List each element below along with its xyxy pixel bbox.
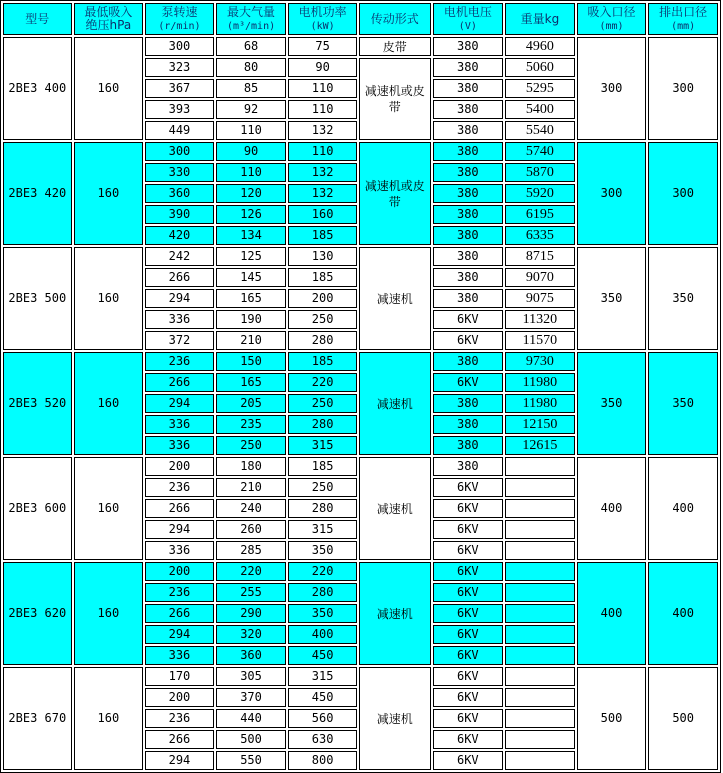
header-pump-speed: 泵转速 (r/min) xyxy=(145,3,214,35)
weight-cell xyxy=(505,583,575,602)
power-cell: 220 xyxy=(288,373,357,392)
model-cell: 2BE3 520 xyxy=(3,352,72,455)
voltage-cell: 6KV xyxy=(433,667,504,686)
power-cell: 315 xyxy=(288,667,357,686)
weight-cell: 5400 xyxy=(505,100,575,119)
header-min-pressure: 最低吸入 绝压hPa xyxy=(74,3,144,35)
weight-cell xyxy=(505,667,575,686)
air-volume-cell: 440 xyxy=(216,709,287,728)
weight-cell: 11570 xyxy=(505,331,575,350)
outlet-diameter-cell: 300 xyxy=(648,142,718,245)
voltage-cell: 380 xyxy=(433,226,504,245)
weight-cell: 9075 xyxy=(505,289,575,308)
min-pressure-cell: 160 xyxy=(74,37,144,140)
voltage-cell: 380 xyxy=(433,394,504,413)
weight-cell xyxy=(505,478,575,497)
weight-cell xyxy=(505,730,575,749)
speed-cell: 420 xyxy=(145,226,214,245)
speed-cell: 294 xyxy=(145,289,214,308)
transmission-cell: 减速机 xyxy=(359,247,431,350)
air-volume-cell: 134 xyxy=(216,226,287,245)
voltage-cell: 6KV xyxy=(433,562,504,581)
weight-cell: 12615 xyxy=(505,436,575,455)
transmission-cell: 减速机 xyxy=(359,667,431,770)
model-cell: 2BE3 620 xyxy=(3,562,72,665)
outlet-diameter-cell: 350 xyxy=(648,352,718,455)
power-cell: 350 xyxy=(288,541,357,560)
weight-cell: 5060 xyxy=(505,58,575,77)
air-volume-cell: 68 xyxy=(216,37,287,56)
speed-cell: 294 xyxy=(145,394,214,413)
power-cell: 250 xyxy=(288,478,357,497)
air-volume-cell: 120 xyxy=(216,184,287,203)
speed-cell: 336 xyxy=(145,415,214,434)
header-model: 型号 xyxy=(3,3,72,35)
air-volume-cell: 85 xyxy=(216,79,287,98)
air-volume-cell: 240 xyxy=(216,499,287,518)
power-cell: 160 xyxy=(288,205,357,224)
weight-cell xyxy=(505,541,575,560)
weight-cell: 9730 xyxy=(505,352,575,371)
speed-cell: 266 xyxy=(145,373,214,392)
speed-cell: 294 xyxy=(145,520,214,539)
air-volume-cell: 250 xyxy=(216,436,287,455)
power-cell: 250 xyxy=(288,310,357,329)
weight-cell xyxy=(505,604,575,623)
air-volume-cell: 205 xyxy=(216,394,287,413)
power-cell: 400 xyxy=(288,625,357,644)
table-row xyxy=(3,352,718,371)
speed-cell: 449 xyxy=(145,121,214,140)
weight-cell: 6335 xyxy=(505,226,575,245)
air-volume-cell: 285 xyxy=(216,541,287,560)
inlet-diameter-cell: 400 xyxy=(577,457,647,560)
voltage-cell: 6KV xyxy=(433,373,504,392)
air-volume-cell: 92 xyxy=(216,100,287,119)
table-row xyxy=(3,562,718,581)
voltage-cell: 6KV xyxy=(433,310,504,329)
power-cell: 185 xyxy=(288,457,357,476)
weight-cell: 11320 xyxy=(505,310,575,329)
voltage-cell: 380 xyxy=(433,268,504,287)
power-cell: 132 xyxy=(288,163,357,182)
speed-cell: 236 xyxy=(145,352,214,371)
air-volume-cell: 500 xyxy=(216,730,287,749)
weight-cell: 5870 xyxy=(505,163,575,182)
speed-cell: 390 xyxy=(145,205,214,224)
air-volume-cell: 255 xyxy=(216,583,287,602)
weight-cell: 5920 xyxy=(505,184,575,203)
voltage-cell: 380 xyxy=(433,142,504,161)
weight-cell: 6195 xyxy=(505,205,575,224)
voltage-cell: 6KV xyxy=(433,688,504,707)
air-volume-cell: 110 xyxy=(216,163,287,182)
speed-cell: 360 xyxy=(145,184,214,203)
voltage-cell: 6KV xyxy=(433,478,504,497)
air-volume-cell: 145 xyxy=(216,268,287,287)
table-row xyxy=(3,37,718,56)
speed-cell: 266 xyxy=(145,730,214,749)
min-pressure-cell: 160 xyxy=(74,457,144,560)
voltage-cell: 6KV xyxy=(433,520,504,539)
weight-cell: 12150 xyxy=(505,415,575,434)
air-volume-cell: 235 xyxy=(216,415,287,434)
speed-cell: 372 xyxy=(145,331,214,350)
model-group xyxy=(3,247,718,350)
power-cell: 220 xyxy=(288,562,357,581)
power-cell: 350 xyxy=(288,604,357,623)
voltage-cell: 380 xyxy=(433,289,504,308)
voltage-cell: 380 xyxy=(433,247,504,266)
speed-cell: 294 xyxy=(145,625,214,644)
voltage-cell: 380 xyxy=(433,205,504,224)
inlet-diameter-cell: 400 xyxy=(577,562,647,665)
inlet-diameter-cell: 300 xyxy=(577,142,647,245)
header-motor-power: 电机功率 (kW) xyxy=(288,3,357,35)
voltage-cell: 380 xyxy=(433,457,504,476)
min-pressure-cell: 160 xyxy=(74,667,144,770)
voltage-cell: 6KV xyxy=(433,331,504,350)
air-volume-cell: 126 xyxy=(216,205,287,224)
voltage-cell: 380 xyxy=(433,121,504,140)
speed-cell: 336 xyxy=(145,541,214,560)
power-cell: 132 xyxy=(288,121,357,140)
power-cell: 200 xyxy=(288,289,357,308)
outlet-diameter-cell: 400 xyxy=(648,457,718,560)
speed-cell: 336 xyxy=(145,646,214,665)
power-cell: 110 xyxy=(288,100,357,119)
model-group xyxy=(3,457,718,560)
weight-cell: 5540 xyxy=(505,121,575,140)
air-volume-cell: 290 xyxy=(216,604,287,623)
weight-cell xyxy=(505,688,575,707)
header-row xyxy=(3,3,718,35)
power-cell: 132 xyxy=(288,184,357,203)
power-cell: 185 xyxy=(288,268,357,287)
speed-cell: 393 xyxy=(145,100,214,119)
weight-cell xyxy=(505,625,575,644)
air-volume-cell: 110 xyxy=(216,121,287,140)
header-weight: 重量kg xyxy=(505,3,575,35)
inlet-diameter-cell: 350 xyxy=(577,352,647,455)
air-volume-cell: 210 xyxy=(216,478,287,497)
voltage-cell: 6KV xyxy=(433,730,504,749)
power-cell: 450 xyxy=(288,688,357,707)
voltage-cell: 6KV xyxy=(433,709,504,728)
power-cell: 250 xyxy=(288,394,357,413)
weight-cell xyxy=(505,751,575,770)
voltage-cell: 380 xyxy=(433,37,504,56)
outlet-diameter-cell: 400 xyxy=(648,562,718,665)
air-volume-cell: 90 xyxy=(216,142,287,161)
speed-cell: 336 xyxy=(145,436,214,455)
model-cell: 2BE3 500 xyxy=(3,247,72,350)
min-pressure-cell: 160 xyxy=(74,352,144,455)
power-cell: 130 xyxy=(288,247,357,266)
voltage-cell: 6KV xyxy=(433,604,504,623)
outlet-diameter-cell: 350 xyxy=(648,247,718,350)
weight-cell: 5295 xyxy=(505,79,575,98)
voltage-cell: 380 xyxy=(433,436,504,455)
speed-cell: 367 xyxy=(145,79,214,98)
model-cell: 2BE3 670 xyxy=(3,667,72,770)
power-cell: 280 xyxy=(288,583,357,602)
speed-cell: 294 xyxy=(145,751,214,770)
power-cell: 185 xyxy=(288,352,357,371)
weight-cell xyxy=(505,520,575,539)
outlet-diameter-cell: 300 xyxy=(648,37,718,140)
air-volume-cell: 80 xyxy=(216,58,287,77)
table-row xyxy=(3,142,718,161)
power-cell: 75 xyxy=(288,37,357,56)
weight-cell xyxy=(505,646,575,665)
air-volume-cell: 150 xyxy=(216,352,287,371)
weight-cell xyxy=(505,457,575,476)
voltage-cell: 6KV xyxy=(433,646,504,665)
air-volume-cell: 180 xyxy=(216,457,287,476)
power-cell: 280 xyxy=(288,331,357,350)
weight-cell: 8715 xyxy=(505,247,575,266)
model-cell: 2BE3 420 xyxy=(3,142,72,245)
air-volume-cell: 165 xyxy=(216,289,287,308)
power-cell: 90 xyxy=(288,58,357,77)
transmission-cell: 减速机 xyxy=(359,352,431,455)
power-cell: 110 xyxy=(288,142,357,161)
transmission-cell: 减速机或皮带 xyxy=(359,58,431,140)
voltage-cell: 6KV xyxy=(433,499,504,518)
air-volume-cell: 360 xyxy=(216,646,287,665)
voltage-cell: 6KV xyxy=(433,541,504,560)
model-group xyxy=(3,352,718,455)
voltage-cell: 380 xyxy=(433,184,504,203)
weight-cell: 11980 xyxy=(505,394,575,413)
power-cell: 800 xyxy=(288,751,357,770)
speed-cell: 266 xyxy=(145,604,214,623)
air-volume-cell: 370 xyxy=(216,688,287,707)
weight-cell xyxy=(505,499,575,518)
speed-cell: 323 xyxy=(145,58,214,77)
air-volume-cell: 305 xyxy=(216,667,287,686)
speed-cell: 300 xyxy=(145,142,214,161)
power-cell: 560 xyxy=(288,709,357,728)
table-row xyxy=(3,247,718,266)
weight-cell: 9070 xyxy=(505,268,575,287)
air-volume-cell: 260 xyxy=(216,520,287,539)
outlet-diameter-cell: 500 xyxy=(648,667,718,770)
air-volume-cell: 190 xyxy=(216,310,287,329)
inlet-diameter-cell: 300 xyxy=(577,37,647,140)
voltage-cell: 380 xyxy=(433,415,504,434)
air-volume-cell: 220 xyxy=(216,562,287,581)
speed-cell: 200 xyxy=(145,688,214,707)
power-cell: 280 xyxy=(288,499,357,518)
transmission-cell: 减速机 xyxy=(359,562,431,665)
header-motor-voltage: 电机电压 (V) xyxy=(433,3,504,35)
model-group xyxy=(3,37,718,140)
power-cell: 315 xyxy=(288,520,357,539)
voltage-cell: 380 xyxy=(433,163,504,182)
speed-cell: 336 xyxy=(145,310,214,329)
speed-cell: 266 xyxy=(145,499,214,518)
model-group xyxy=(3,562,718,665)
power-cell: 110 xyxy=(288,79,357,98)
transmission-cell: 减速机 xyxy=(359,457,431,560)
speed-cell: 266 xyxy=(145,268,214,287)
voltage-cell: 380 xyxy=(433,100,504,119)
speed-cell: 200 xyxy=(145,457,214,476)
voltage-cell: 380 xyxy=(433,352,504,371)
model-group xyxy=(3,142,718,245)
voltage-cell: 380 xyxy=(433,79,504,98)
power-cell: 185 xyxy=(288,226,357,245)
weight-cell: 5740 xyxy=(505,142,575,161)
header-transmission: 传动形式 xyxy=(359,3,431,35)
min-pressure-cell: 160 xyxy=(74,562,144,665)
speed-cell: 236 xyxy=(145,478,214,497)
table-row xyxy=(3,667,718,686)
air-volume-cell: 550 xyxy=(216,751,287,770)
voltage-cell: 6KV xyxy=(433,583,504,602)
min-pressure-cell: 160 xyxy=(74,142,144,245)
air-volume-cell: 320 xyxy=(216,625,287,644)
speed-cell: 330 xyxy=(145,163,214,182)
model-group xyxy=(3,667,718,770)
air-volume-cell: 165 xyxy=(216,373,287,392)
table-row xyxy=(3,457,718,476)
weight-cell xyxy=(505,562,575,581)
min-pressure-cell: 160 xyxy=(74,247,144,350)
speed-cell: 200 xyxy=(145,562,214,581)
voltage-cell: 380 xyxy=(433,58,504,77)
speed-cell: 300 xyxy=(145,37,214,56)
speed-cell: 242 xyxy=(145,247,214,266)
power-cell: 280 xyxy=(288,415,357,434)
speed-cell: 236 xyxy=(145,583,214,602)
header-max-air: 最大气量 (m³/min) xyxy=(216,3,287,35)
model-cell: 2BE3 600 xyxy=(3,457,72,560)
transmission-cell: 皮带 xyxy=(359,37,431,56)
air-volume-cell: 210 xyxy=(216,331,287,350)
header-outlet-diameter: 排出口径 (mm) xyxy=(648,3,718,35)
inlet-diameter-cell: 350 xyxy=(577,247,647,350)
weight-cell xyxy=(505,709,575,728)
voltage-cell: 6KV xyxy=(433,751,504,770)
power-cell: 630 xyxy=(288,730,357,749)
transmission-cell: 减速机或皮带 xyxy=(359,142,431,245)
air-volume-cell: 125 xyxy=(216,247,287,266)
model-cell: 2BE3 400 xyxy=(3,37,72,140)
inlet-diameter-cell: 500 xyxy=(577,667,647,770)
weight-cell: 4960 xyxy=(505,37,575,56)
speed-cell: 170 xyxy=(145,667,214,686)
speed-cell: 236 xyxy=(145,709,214,728)
header-inlet-diameter: 吸入口径 (mm) xyxy=(577,3,647,35)
power-cell: 315 xyxy=(288,436,357,455)
voltage-cell: 6KV xyxy=(433,625,504,644)
power-cell: 450 xyxy=(288,646,357,665)
weight-cell: 11980 xyxy=(505,373,575,392)
